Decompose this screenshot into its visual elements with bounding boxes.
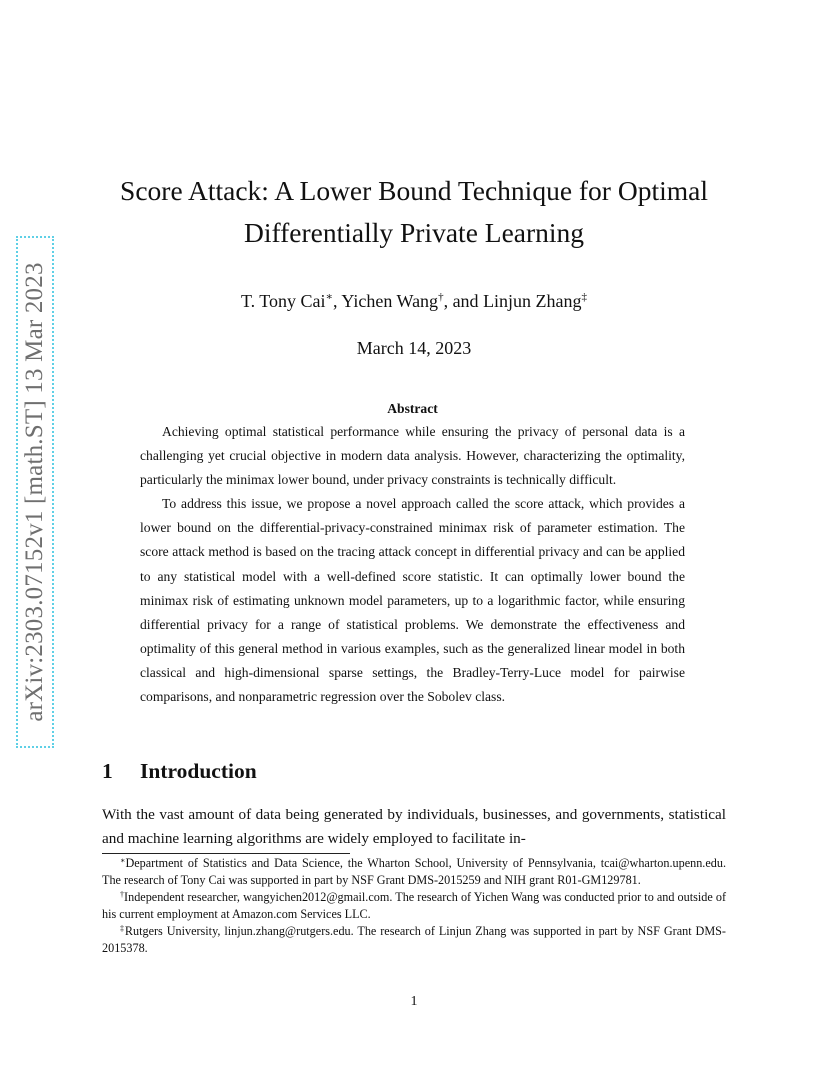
author-separator: , [333, 291, 342, 311]
footnote-rule [102, 853, 350, 854]
page-number: 1 [410, 994, 418, 1009]
section-paragraph: With the vast amount of data being generated by individuals, businesses, and governments, statistical and machine learning algorithms are widely employed to facilitate in- [102, 806, 726, 847]
author-name: Linjun Zhang [483, 291, 582, 311]
footnote-text: Independent researcher, wangyichen2012@gmail.com. The research of Yichen Wang was conducted prior to and outside of his current employment at Amazon.com Services LLC. [102, 890, 726, 921]
footnote-mark: ‡ [120, 924, 125, 934]
arxiv-identifier: arXiv:2303.07152v1 [math.ST] 13 Mar 2023 [21, 262, 48, 722]
footnote-mark: ‡ [581, 291, 588, 303]
footnote-text: Rutgers University, linjun.zhang@rutgers.edu. The research of Linjun Zhang was supported in part by NSF Grant DMS-2015378. [102, 924, 726, 955]
author-name: Yichen Wang [341, 291, 439, 311]
footnote-mark: † [120, 890, 125, 900]
section-number: 1 [102, 759, 113, 783]
footnote [102, 923, 726, 956]
abstract-body [140, 420, 685, 709]
paper-date: March 14, 2023 [356, 338, 472, 358]
author-separator: , and [443, 291, 484, 311]
footnotes [102, 855, 726, 958]
footnote-mark: ∗ [325, 291, 334, 303]
section-heading [102, 757, 257, 785]
footnote [102, 855, 726, 888]
footnote [102, 889, 726, 922]
title-line-1: Score Attack: A Lower Bound Technique for Optimal [120, 175, 708, 206]
footnote-mark: ∗ [120, 856, 126, 865]
author-list [60, 289, 768, 313]
author-name: T. Tony Cai [240, 291, 326, 311]
footnote-mark: † [438, 291, 444, 303]
paper-title [60, 170, 768, 254]
abstract-heading: Abstract [387, 401, 438, 416]
footnote-text: Department of Statistics and Data Science, the Wharton School, University of Pennsylvania, tcai@wharton.upenn.edu. The research of Tony Cai was supported in part by NSF Grant DMS-2015259 and NIH grant R01-GM129781. [102, 856, 726, 887]
abstract-paragraph: To address this issue, we propose a novel approach called the score attack, which provides a lower bound on the differential-privacy-constrained minimax risk of parameter estimation. The score attack method is based on the tracing attack concept in differential privacy and can be applied to any statistical model with a well-defined score statistic. It can optimally lower bound the minimax risk of estimating unknown model parameters, up to a logarithmic factor, while ensuring differential privacy for a range of statistical problems. We demonstrate the effectiveness and optimality of this general method in various examples, such as the generalized linear model in both classical and high-dimensional sparse settings, the Bradley-Terry-Luce model for pairwise comparisons, and nonparametric regression over the Sobolev class. [140, 496, 685, 705]
title-line-2: Differentially Private Learning [243, 217, 585, 248]
abstract-paragraph: Achieving optimal statistical performance while ensuring the privacy of personal data is a challenging yet crucial objective in modern data analysis. However, characterizing the optimality, particularly the minimax lower bound, under privacy constraints is technically difficult. [140, 424, 685, 488]
section-title: Introduction [140, 759, 257, 783]
